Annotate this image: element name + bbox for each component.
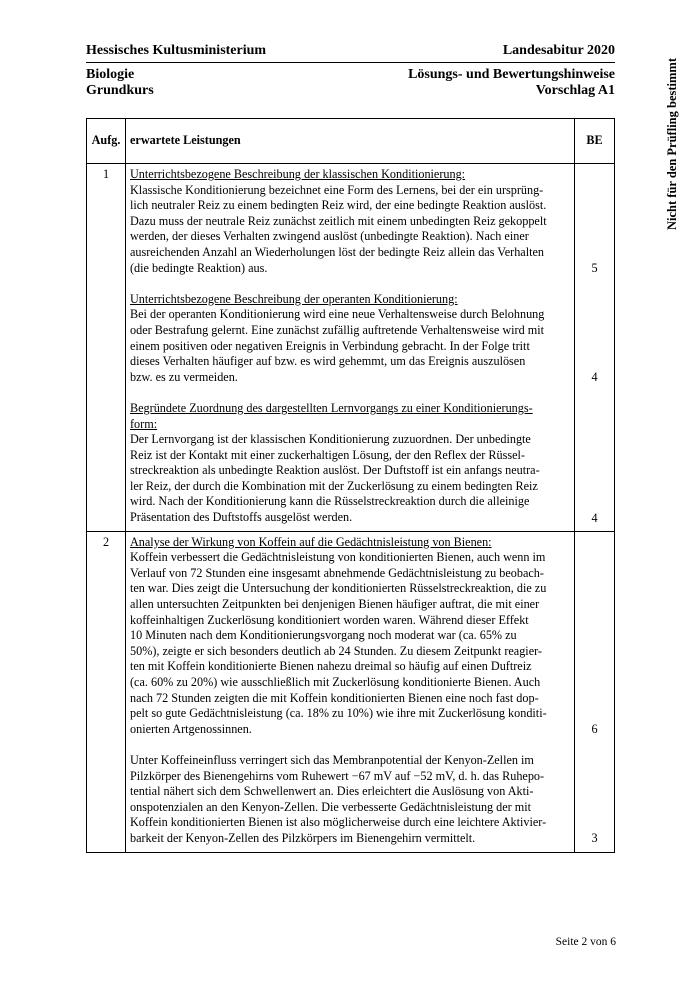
points-value: 5 [591,261,598,276]
text-line: lich neutraler Reiz zu einem bedingten Reiz wird, der eine bedingte Reaktion auslöst. [130,198,547,213]
points-column [575,531,615,852]
col-points-header: BE [575,119,615,164]
text-line: Verlauf von 72 Stunden eine insgesamt abnehmende Gedächtnisleistung zu beobach- [130,565,544,580]
text-line: tential nähert sich dem Schwellenwert an. Dies erleichtert die Auslösung von Akti- [130,784,534,799]
text-line: Pilzkörper des Bienengehirns vom Ruhewert −67 mV auf −52 mV, d. h. das Ruhepo- [130,768,545,783]
text-line: onspotenzialen an den Kenyon-Zellen. Die verbesserte Gedächtnisleistung der mit [130,799,532,814]
text-line: Koffein konditionierten Bienen ist also möglicherweise durch eine leichtere Aktivier- [130,815,547,830]
text-line: 10 Minuten nach dem Konditionierungsvorgang noch moderat war (ca. 65% zu [130,628,517,643]
text-line: wird. Nach der Konditionierung kann die Rüsselstreckreaktion durch die alleinige [130,494,530,509]
page-number: Seite 2 von 6 [555,936,616,948]
text-line: (ca. 60% zu 20%) wie ausschließlich mit Zuckerlösung konditionierte Bienen. Auch [130,675,541,689]
answer-block [130,535,570,738]
text-line: Der Lernvorgang ist der klassischen Konditionierung zuzuordnen. Der unbedingte [130,432,531,447]
text-line: bzw. es zu vermeiden. [130,369,238,384]
text-line: Koffein verbessert die Gedächtnisleistung von konditionierten Bienen, auch wenn im [130,550,546,565]
answer-block [130,401,570,526]
block-heading: Begründete Zuordnung des dargestellten Lernvorgangs zu einer Konditionierungs- [130,400,533,415]
text-line: werden, der dieses Verhalten zwingend auslöst (unbedingte Reaktion). Nach einer [130,229,529,244]
text-line: Bei der operanten Konditionierung wird eine neue Verhaltensweise durch Belohnung [130,307,545,322]
table-row [87,164,615,532]
text-line: allen untersuchten Zeitpunkten bei denjenigen Bienen häufiger auftrat, die mit einer [130,597,540,612]
text-line: onierten Artgenossinnen. [130,721,252,736]
points-value: 3 [591,831,598,846]
points-value: 6 [591,722,598,737]
task-number: 1 [87,164,126,532]
text-line: streckreaktion als unbedingte Reaktion auslöst. Der Duftstoff ist ein anfangs neutra- [130,463,540,478]
block-heading: Unterrichtsbezogene Beschreibung der klassischen Konditionierung: [130,167,466,181]
text-line: koffeinhaltigen Zuckerlösung konditioniert worden waren. Während dieser Effekt [130,612,529,627]
subject: Biologie [86,67,135,82]
expected-performance [126,531,575,852]
table-header-row [87,119,615,164]
expected-performance [126,164,575,532]
text-line: dieses Verhalten häufiger auf bzw. es wird gehemmt, um das Ereignis auszulösen [130,354,526,369]
text-line: Klassische Konditionierung bezeichnet eine Form des Lernens, bei der ein ursprüng- [130,182,544,197]
doc-type: Lösungs- und Bewertungshinweise [408,67,615,82]
text-line: ten mit Koffein konditionierte Bienen nahezu dreimal so häufig auf einen Duftreiz [130,659,532,674]
text-line: Dazu muss der neutrale Reiz zunächst zeitlich mit einem unbedingten Reiz gekoppelt [130,213,547,228]
answer-block [130,292,570,386]
text-line: einem positiven oder negativen Ereignis in Verbindung gebracht. In der Folge tritt [130,338,530,353]
ministry-name: Hessisches Kultusministerium [86,43,267,58]
text-line: nach 72 Stunden zeigten die mit Koffein konditionierten Bienen eine noch fast dop- [130,690,539,705]
text-line: barkeit der Kenyon-Zellen des Pilzkörpers im Bienengehirn vermittelt. [130,830,476,845]
task-number: 2 [87,531,126,852]
course: Grundkurs [86,83,154,98]
text-line: (die bedingte Reaktion) aus. [130,260,268,275]
block-heading: Analyse der Wirkung von Koffein auf die Gedächtnisleistung von Bienen: [130,534,492,549]
text-line: ler Reiz, der durch die Kombination mit der Zuckerlösung zu einem bedingten Reiz [130,478,538,493]
col-expected-header: erwartete Leistungen [126,119,575,164]
points-value: 4 [591,370,598,385]
solutions-table [86,118,615,853]
exam-title: Landesabitur 2020 [502,43,615,58]
text-line: oder Bestrafung gelernt. Eine zunächst zufällig auftretende Verhaltensweise wird mit [130,322,544,337]
table-row [87,531,615,852]
text-line: Präsentation des Duftstoffs ausgelöst werden. [130,510,353,525]
points-column [575,164,615,532]
answer-block [130,753,570,847]
text-line: Unter Koffeineinfluss verringert sich das Membranpotential der Kenyon-Zellen im [130,752,534,767]
text-line: ten war. Dies zeigt die Untersuchung der konditionierten Rüsselstreckreaktion, die zu [130,581,547,596]
header-rule [86,62,615,63]
col-task-header: Aufg. [87,119,126,164]
answer-block [130,167,570,276]
proposal: Vorschlag A1 [535,83,615,98]
side-note: Nicht für den Prüfling bestimmt [665,58,679,230]
text-line: pelt so gute Gedächtnisleistung (ca. 18% zu 10%) wie ihre mit Zuckerlösung konditi- [130,706,547,721]
block-heading: Unterrichtsbezogene Beschreibung der operanten Konditionierung: [130,291,458,306]
text-line: Reiz ist der Kontakt mit einer zuckerhaltigen Lösung, der den Reflex der Rüssel- [130,447,525,462]
text-line: 50%), zeigte er sich besonders deutlich ab 24 Stunden. Zu diesem Zeitpunkt reagier- [130,643,542,658]
points-value: 4 [591,510,598,525]
text-line: ausreichenden Anzahl an Wiederholungen löst der bedingte Reiz allein das Verhalten [130,244,544,259]
block-heading-cont: form: [130,416,158,431]
